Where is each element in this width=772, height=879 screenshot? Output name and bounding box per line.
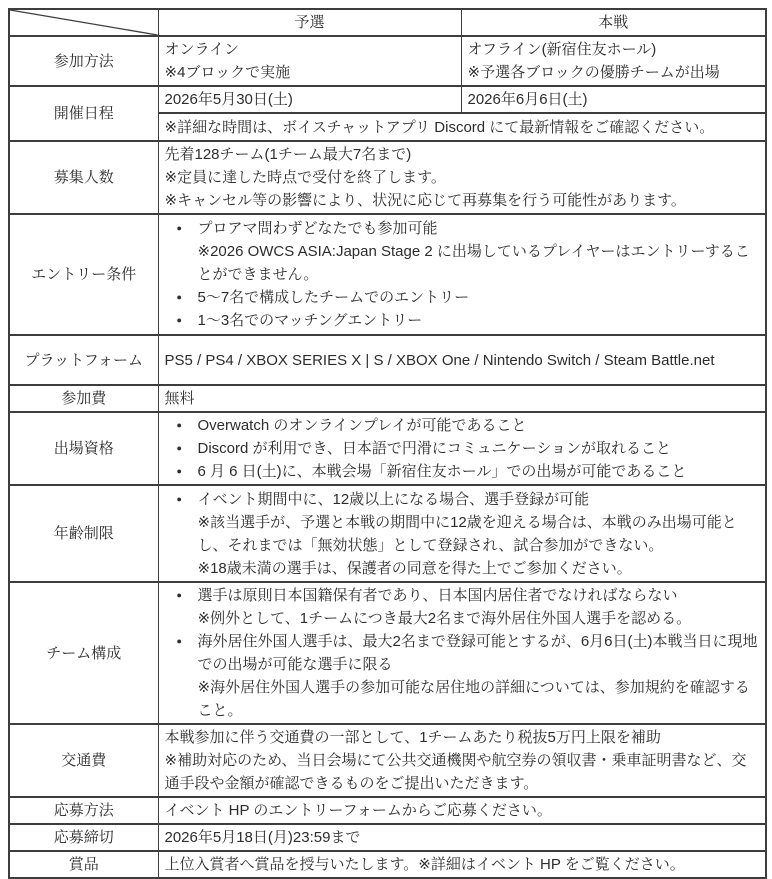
- row-label-age-limit: 年齢制限: [9, 485, 158, 582]
- row-label-transport: 交通費: [9, 724, 158, 797]
- row-label-platform: プラットフォーム: [9, 335, 158, 385]
- final-column-header: 本戦: [461, 9, 766, 36]
- row-label-apply-deadline: 応募締切: [9, 824, 158, 851]
- table-row: [9, 582, 766, 724]
- row-label-team-composition: チーム構成: [9, 582, 158, 724]
- table-row: [9, 724, 766, 797]
- bullet-text: プロアマ問わずどなたでも参加可能: [197, 220, 438, 237]
- bullet-text: 1〜3名でのマッチングエントリー: [197, 312, 423, 329]
- bullet-item: [165, 437, 760, 460]
- bullet-icon: ●: [176, 590, 182, 600]
- table-row: [9, 412, 766, 485]
- cell-transport: [158, 724, 766, 797]
- cell-capacity: [158, 141, 766, 214]
- cell-schedule-final-date: 2026年6月6日(土): [461, 86, 766, 113]
- cell-participation-final: [461, 36, 766, 86]
- bullet-icon: ●: [176, 315, 182, 325]
- text-line: ※定員に達した時点で受付を終了します。: [164, 169, 446, 186]
- bullet-icon: ●: [176, 292, 182, 302]
- row-label-eligibility: 出場資格: [9, 412, 158, 485]
- bullet-note: ※2026 OWCS ASIA:Japan Stage 2 に出場しているプレイヤーはエントリーすることができません。: [197, 243, 750, 283]
- bullet-note: ※18歳未満の選手は、保護者の同意を得た上でご参加ください。: [197, 559, 632, 577]
- cell-apply-deadline: 2026年5月18日(月)23:59まで: [158, 824, 766, 851]
- row-label-prize: 賞品: [9, 851, 158, 878]
- row-label-entry-conditions: エントリー条件: [9, 214, 158, 335]
- bullet-icon: ●: [176, 636, 182, 646]
- table-row: [9, 335, 766, 385]
- cell-age-limit: [158, 485, 766, 582]
- cell-apply-method: イベント HP のエントリーフォームからご応募ください。: [158, 797, 766, 824]
- qualifier-column-header: 予選: [158, 9, 461, 36]
- bullet-note: ※海外居住外国人選手の参加可能な居住地の詳細については、参加規約を確認すること。: [197, 679, 750, 719]
- row-label-fee: 参加費: [9, 385, 158, 412]
- bullet-text: 選手は原則日本国籍保有者であり、日本国内居住者でなければならない: [197, 587, 678, 604]
- bullet-text: イベント期間中に、12歳以上になる場合、選手登録が可能: [197, 490, 590, 508]
- text-line: 本戦参加に伴う交通費の一部として、1チームあたり税抜5万円上限を補助: [164, 729, 661, 746]
- bullet-text: Overwatch のオンラインプレイが可能であること: [197, 417, 527, 434]
- table-row: [9, 86, 766, 113]
- cell-fee: 無料: [158, 385, 766, 412]
- text-line: ※予選各ブロックの優勝チームが出場: [467, 64, 720, 81]
- bullet-text: 6 月 6 日(土)に、本戦会場「新宿住友ホール」での出場が可能であること: [197, 463, 687, 480]
- bullet-icon: ●: [176, 466, 182, 476]
- cell-participation-qualifier: [158, 36, 461, 86]
- table-row: [9, 385, 766, 412]
- bullet-note: ※該当選手が、予選と本戦の期間中に12歳を迎える場合は、本戦のみ出場可能とし、それまでは「無効状態」として登録され、試合参加ができない。: [197, 513, 737, 554]
- bullet-icon: ●: [176, 223, 182, 233]
- table-row: [9, 36, 766, 86]
- bullet-item: [165, 488, 760, 511]
- text-line: オンライン: [164, 41, 240, 58]
- table-row: [9, 824, 766, 851]
- bullet-item: [165, 217, 760, 240]
- row-label-apply-method: 応募方法: [9, 797, 158, 824]
- cell-platform: PS5 / PS4 / XBOX SERIES X | S / XBOX One / Nintendo Switch / Steam Battle.net: [158, 335, 766, 385]
- bullet-icon: ●: [176, 443, 182, 453]
- bullet-text: 5〜7名で構成したチームでのエントリー: [197, 289, 470, 306]
- table-row: [9, 485, 766, 582]
- cell-schedule-note: ※詳細な時間は、ボイスチャットアプリ Discord にて最新情報をご確認ください。: [158, 113, 766, 141]
- text-line: 先着128チーム(1チーム最大7名まで): [164, 146, 412, 163]
- bullet-item: [165, 414, 760, 437]
- bullet-text: 海外居住外国人選手は、最大2名まで登録可能とするが、6月6日(土)本戦当日に現地での出場が可能な選手に限る: [197, 633, 758, 673]
- cell-schedule-qualifier-date: 2026年5月30日(土): [158, 86, 461, 113]
- row-label-schedule: 開催日程: [9, 86, 158, 141]
- bullet-icon: ●: [176, 420, 182, 430]
- text-line: ※キャンセル等の影響により、状況に応じて再募集を行う可能性があります。: [164, 192, 686, 209]
- bullet-item: [165, 286, 760, 309]
- row-label-participation: 参加方法: [9, 36, 158, 86]
- table-header-row: [9, 9, 766, 36]
- cell-eligibility: [158, 412, 766, 485]
- corner-cell: [9, 9, 158, 36]
- bullet-item: [165, 584, 760, 607]
- table-row: [9, 141, 766, 214]
- text-line: オフライン(新宿住友ホール): [467, 41, 657, 58]
- bullet-icon: ●: [176, 493, 182, 504]
- cell-entry-conditions: [158, 214, 766, 335]
- text-line: ※補助対応のため、当日会場にて公共交通機関や航空券の領収書・乗車証明書など、交通手段や金額が確認できるものをご提出いただきます。: [164, 752, 747, 792]
- bullet-item: [165, 309, 760, 332]
- bullet-note: ※例外として、1チームにつき最大2名まで海外居住外国人選手を認める。: [197, 610, 692, 627]
- diagonal-divider-icon: [10, 10, 158, 35]
- bullet-item: [165, 630, 760, 676]
- text-line: ※4ブロックで実施: [164, 64, 291, 81]
- bullet-item: [165, 460, 760, 483]
- cell-prize: 上位入賞者へ賞品を授与いたします。※詳細はイベント HP をご覧ください。: [158, 851, 766, 878]
- event-info-table: [8, 8, 767, 879]
- bullet-text: Discord が利用でき、日本語で円滑にコミュニケーションが取れること: [197, 440, 672, 457]
- table-row: [9, 797, 766, 824]
- table-row: [9, 214, 766, 335]
- row-label-capacity: 募集人数: [9, 141, 158, 214]
- cell-team-composition: [158, 582, 766, 724]
